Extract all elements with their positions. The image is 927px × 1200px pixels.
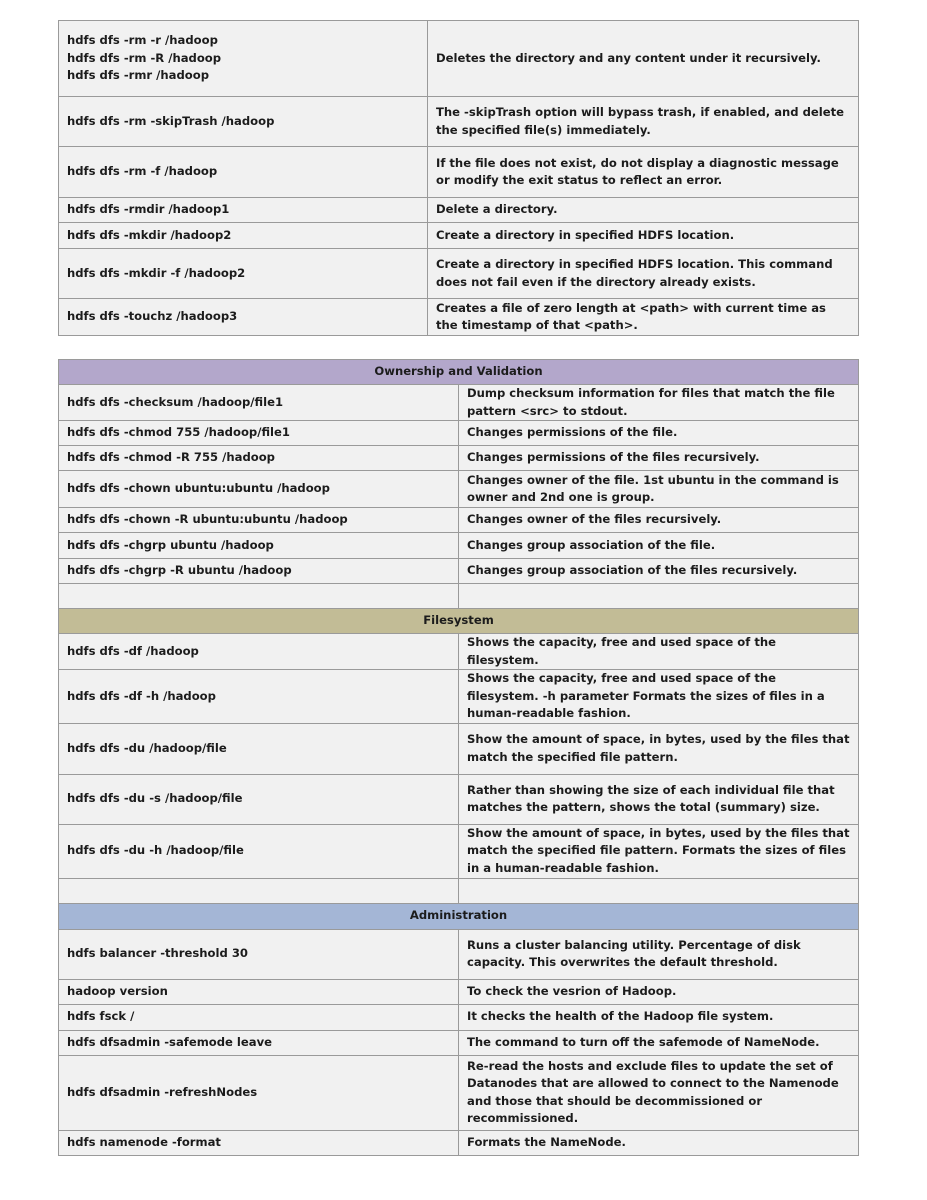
command-cell: hdfs dfs -du -h /hadoop/file <box>59 824 459 878</box>
table-row <box>59 198 859 223</box>
command-cell: hdfs dfs -mkdir /hadoop2 <box>59 223 428 249</box>
description-cell: It checks the health of the Hadoop file system. <box>459 1004 859 1030</box>
command-cell: hdfs fsck / <box>59 1004 459 1030</box>
table-row <box>59 147 859 198</box>
command-cell: hdfs dfs -chown ubuntu:ubuntu /hadoop <box>59 471 459 508</box>
description-cell: The -skipTrash option will bypass trash, if enabled, and delete the specified file(s) immediately. <box>428 97 859 147</box>
section-title: Filesystem <box>59 609 859 634</box>
description-cell: Rather than showing the size of each individual file that matches the pattern, shows the total (summary) size. <box>459 774 859 824</box>
table-row <box>59 385 859 421</box>
description-cell: Changes permissions of the files recursively. <box>459 446 859 471</box>
section-title: Ownership and Validation <box>59 360 859 385</box>
section-administration <box>59 903 859 1155</box>
section-header-row <box>59 903 859 929</box>
command-cell: hdfs dfs -rm -skipTrash /hadoop <box>59 97 428 147</box>
command-cell: hadoop version <box>59 979 459 1004</box>
description-cell: Changes group association of the files recursively. <box>459 559 859 584</box>
command-cell: hdfs dfs -rm -f /hadoop <box>59 147 428 198</box>
command-cell: hdfs dfs -chmod -R 755 /hadoop <box>59 446 459 471</box>
commands-table-sections <box>58 359 859 1156</box>
table-row <box>59 223 859 249</box>
command-cell: hdfs dfs -rmdir /hadoop1 <box>59 198 428 223</box>
table-row <box>59 421 859 446</box>
table-row <box>59 97 859 147</box>
table-row <box>59 471 859 508</box>
command-cell: hdfs dfsadmin -refreshNodes <box>59 1055 459 1130</box>
table-row <box>59 634 859 670</box>
description-cell: Shows the capacity, free and used space of the filesystem. <box>459 634 859 670</box>
table-row <box>59 979 859 1004</box>
description-cell: Delete a directory. <box>428 198 859 223</box>
table-row <box>59 508 859 533</box>
command-cell: hdfs dfs -df /hadoop <box>59 634 459 670</box>
description-cell: Formats the NameNode. <box>459 1130 859 1155</box>
table-row <box>59 1055 859 1130</box>
description-cell: Changes owner of the file. 1st ubuntu in the command is owner and 2nd one is group. <box>459 471 859 508</box>
description-cell: Deletes the directory and any content under it recursively. <box>428 21 859 97</box>
description-cell: Show the amount of space, in bytes, used by the files that match the specified file pattern. Formats the sizes of files in a human-readable fashion. <box>459 824 859 878</box>
command-cell: hdfs balancer -threshold 30 <box>59 929 459 979</box>
table-row <box>59 21 859 97</box>
description-cell: Changes owner of the files recursively. <box>459 508 859 533</box>
command-cell: hdfs dfs -checksum /hadoop/file1 <box>59 385 459 421</box>
table-row <box>59 670 859 724</box>
empty-cell <box>459 878 859 903</box>
command-cell: hdfs dfs -chgrp -R ubuntu /hadoop <box>59 559 459 584</box>
empty-row <box>59 878 859 903</box>
section-title: Administration <box>59 903 859 929</box>
description-cell: Creates a file of zero length at <path> with current time as the timestamp of that <path>. <box>428 299 859 336</box>
description-cell: Dump checksum information for files that match the file pattern <src> to stdout. <box>459 385 859 421</box>
command-cell: hdfs dfs -touchz /hadoop3 <box>59 299 428 336</box>
section-header-row <box>59 360 859 385</box>
description-cell: The command to turn off the safemode of NameNode. <box>459 1030 859 1055</box>
description-cell: To check the vesrion of Hadoop. <box>459 979 859 1004</box>
empty-cell <box>59 584 459 609</box>
table-row <box>59 559 859 584</box>
description-cell: Changes group association of the file. <box>459 533 859 559</box>
table-row <box>59 446 859 471</box>
section-filesystem <box>59 609 859 904</box>
empty-cell <box>59 878 459 903</box>
empty-row <box>59 584 859 609</box>
description-cell: Shows the capacity, free and used space of the filesystem. -h parameter Formats the sizes of files in a human-readable fashion. <box>459 670 859 724</box>
command-cell: hdfs dfs -chmod 755 /hadoop/file1 <box>59 421 459 446</box>
section-ownership-and-validation <box>59 360 859 609</box>
description-cell: Create a directory in specified HDFS location. <box>428 223 859 249</box>
command-cell: hdfs dfs -df -h /hadoop <box>59 670 459 724</box>
table-row <box>59 1030 859 1055</box>
command-cell: hdfs dfs -chown -R ubuntu:ubuntu /hadoop <box>59 508 459 533</box>
command-cell: hdfs dfs -chgrp ubuntu /hadoop <box>59 533 459 559</box>
table-row <box>59 1004 859 1030</box>
table-row <box>59 533 859 559</box>
table-row <box>59 1130 859 1155</box>
table-row <box>59 824 859 878</box>
section-header-row <box>59 609 859 634</box>
table-row <box>59 249 859 299</box>
command-cell: hdfs dfsadmin -safemode leave <box>59 1030 459 1055</box>
description-cell: Runs a cluster balancing utility. Percentage of disk capacity. This overwrites the default threshold. <box>459 929 859 979</box>
command-cell: hdfs namenode -format <box>59 1130 459 1155</box>
description-cell: Create a directory in specified HDFS location. This command does not fail even if the directory already exists. <box>428 249 859 299</box>
empty-cell <box>459 584 859 609</box>
table-row <box>59 299 859 336</box>
command-cell: hdfs dfs -du /hadoop/file <box>59 723 459 774</box>
table-row <box>59 723 859 774</box>
description-cell: Changes permissions of the file. <box>459 421 859 446</box>
command-cell: hdfs dfs -mkdir -f /hadoop2 <box>59 249 428 299</box>
description-cell: If the file does not exist, do not display a diagnostic message or modify the exit status to reflect an error. <box>428 147 859 198</box>
description-cell: Re-read the hosts and exclude files to update the set of Datanodes that are allowed to connect to the Namenode and those that should be decommissioned or recommissioned. <box>459 1055 859 1130</box>
command-cell: hdfs dfs -du -s /hadoop/file <box>59 774 459 824</box>
description-cell: Show the amount of space, in bytes, used by the files that match the specified file pattern. <box>459 723 859 774</box>
commands-table-delete-create <box>58 20 859 336</box>
table-row <box>59 774 859 824</box>
command-cell: hdfs dfs -rm -r /hadoop hdfs dfs -rm -R /hadoop hdfs dfs -rmr /hadoop <box>59 21 428 97</box>
table-row <box>59 929 859 979</box>
